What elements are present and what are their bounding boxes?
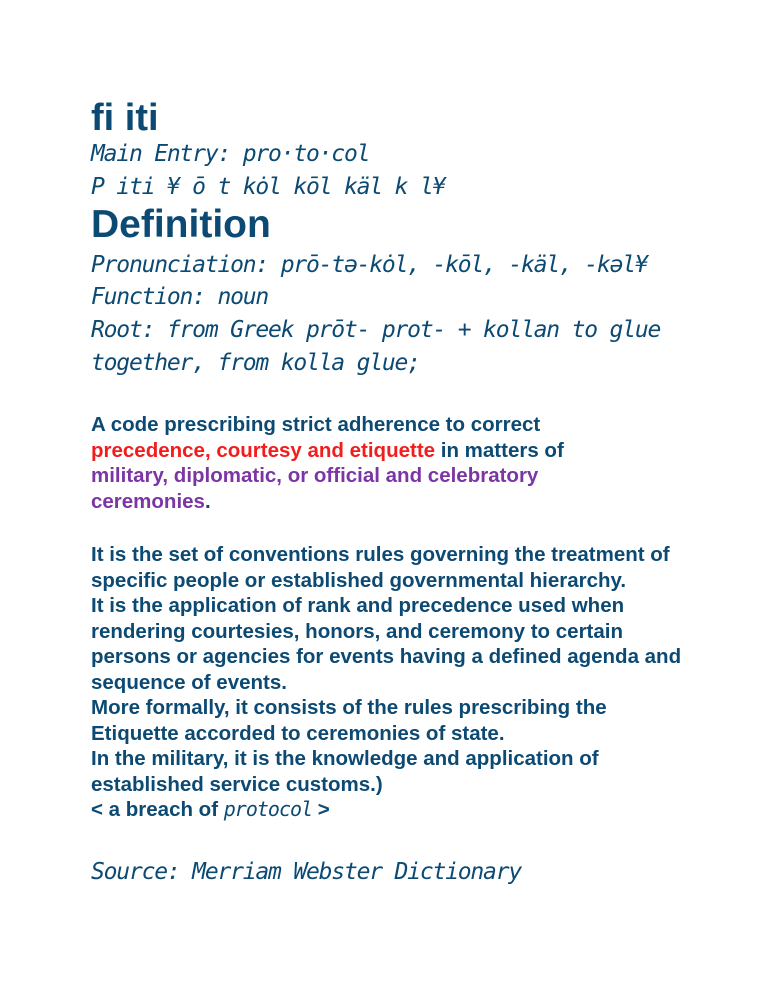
explanation-paragraph: [91, 542, 691, 823]
function-line: Function: noun: [91, 284, 269, 310]
breach-open: < a breach of: [91, 798, 224, 821]
breach-word: protocol: [223, 797, 313, 821]
definition-heading: Definition: [91, 203, 271, 246]
explanation-line: It is the application of rank and precedence used when rendering courtesies, honors, and ceremony to certain persons or agencies for events having a defined agenda and sequence of events.: [91, 594, 682, 694]
main-entry: Main Entry: pro·to·col: [91, 141, 370, 167]
highlight-purple: military, diplomatic, or official and celebratory ceremonies: [91, 464, 539, 513]
root-line: Root: from Greek prōt- prot- + kollan to glue together, from kolla glue;: [91, 317, 661, 376]
pronunciation-line: Pronunciation: prō-tə-kȯl, -kōl, -käl, -kəl¥: [91, 252, 648, 278]
pronunciation-short: P iti ¥ ō t kȯl kōl käl k l¥: [91, 174, 446, 200]
highlight-red: precedence, courtesy and etiquette: [91, 438, 436, 462]
page-title: fi iti: [91, 97, 159, 139]
explanation-line: In the military, it is the knowledge and application of established service customs.): [91, 747, 599, 796]
para1-text-b: in matters of: [435, 438, 564, 462]
para1-text-end: .: [204, 489, 211, 513]
para1-text-a: A code prescribing strict adherence to correct: [91, 413, 541, 436]
breach-example: [91, 797, 691, 823]
breach-close: >: [312, 798, 330, 821]
definition-paragraph: [91, 412, 651, 514]
explanation-line: More formally, it consists of the rules prescribing the Etiquette accorded to ceremonies of state.: [91, 696, 607, 745]
explanation-line: It is the set of conventions rules governing the treatment of specific people or established governmental hierarchy.: [91, 543, 670, 592]
source-line: Source: Merriam Webster Dictionary: [91, 859, 522, 885]
